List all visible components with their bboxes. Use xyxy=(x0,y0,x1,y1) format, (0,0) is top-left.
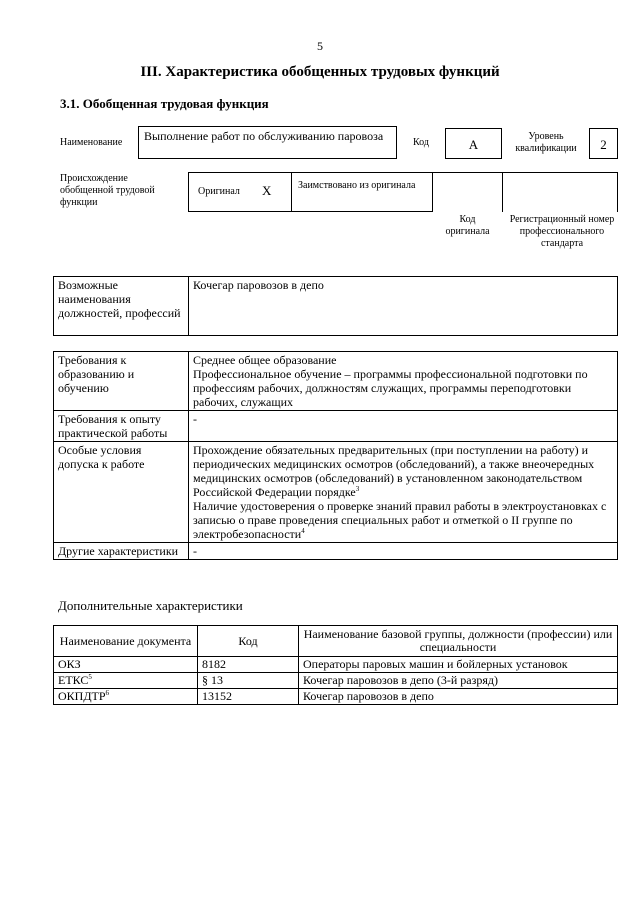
original-label: Оригинал xyxy=(198,186,240,197)
registration-number-caption: Регистрационный номер профессионального стандарта xyxy=(509,214,615,249)
requirement-line: Среднее общее образование xyxy=(193,353,337,367)
code-cell: § 13 xyxy=(198,673,299,689)
requirement-value: - xyxy=(189,543,618,560)
requirements-table xyxy=(53,351,618,560)
additional-header-row xyxy=(54,626,618,657)
origin-label: Происхождение обобщенной трудовой функции xyxy=(60,173,155,208)
header-doc: Наименование документа xyxy=(54,626,198,657)
level-label: Уровень квалификации xyxy=(515,131,577,154)
footnote-mark: 4 xyxy=(301,527,305,535)
requirement-value xyxy=(189,442,618,543)
origin-bottom-line xyxy=(188,211,433,212)
doc-cell: ОКЗ xyxy=(54,657,198,673)
borrowed-label: Заимствовано из оригинала xyxy=(298,180,416,191)
section-title: III. Характеристика обобщенных трудовых функций xyxy=(140,64,500,80)
origin-divider-1 xyxy=(291,172,292,212)
original-mark: X xyxy=(262,183,272,198)
name-label: Наименование xyxy=(60,137,123,148)
additional-title: Дополнительные характеристики xyxy=(58,598,243,613)
requirement-row-special-conditions xyxy=(54,442,618,543)
doc-cell: ЕТКС$^5$ xyxy=(54,673,198,689)
code-value-box xyxy=(445,128,502,159)
positions-row xyxy=(54,277,618,336)
additional-table xyxy=(53,625,618,705)
doc-cell: ОКПДТР$^6$ xyxy=(54,689,198,705)
original-code-caption: Код оригинала xyxy=(445,214,490,237)
table-row xyxy=(54,657,618,673)
footnote-mark: 6 xyxy=(105,689,110,697)
requirement-label: Особые условия допуска к работе xyxy=(54,442,189,543)
name-cell: Кочегар паровозов в депо (3-й разряд) xyxy=(299,673,618,689)
function-name-box xyxy=(138,126,397,159)
level-value-box xyxy=(589,128,618,159)
requirement-label: Требования к образованию и обучению xyxy=(54,352,189,411)
code-label: Код xyxy=(413,137,429,148)
name-cell: Кочегар паровозов в депо xyxy=(299,689,618,705)
subsection-title: 3.1. Обобщенная трудовая функция xyxy=(60,96,269,111)
table-row xyxy=(54,689,618,705)
level-value: 2 xyxy=(600,137,607,152)
requirement-label: Другие характеристики xyxy=(54,543,189,560)
header-name: Наименование базовой группы, должности (профессии) или специальности xyxy=(299,626,618,657)
origin-table xyxy=(188,172,618,212)
requirement-row-other xyxy=(54,543,618,560)
requirement-line: Профессиональное обучение – программы профессиональной подготовки по профессиям рабочих, должностям служащих, программы переподготовки рабочих, служащих xyxy=(193,367,588,409)
code-cell: 8182 xyxy=(198,657,299,673)
requirement-row-education xyxy=(54,352,618,411)
name-cell: Операторы паровых машин и бойлерных установок xyxy=(299,657,618,673)
table-row xyxy=(54,673,618,689)
requirement-label: Требования к опыту практической работы xyxy=(54,411,189,442)
footnote-mark: 5 xyxy=(88,673,92,681)
header-code: Код xyxy=(198,626,299,657)
requirement-value xyxy=(189,352,618,411)
function-name-value: Выполнение работ по обслуживанию паровоза xyxy=(144,129,384,143)
positions-label: Возможные наименования должностей, профессий xyxy=(54,277,189,336)
positions-value: Кочегар паровозов в депо xyxy=(189,277,618,336)
origin-divider-2 xyxy=(432,172,433,212)
requirement-line: Наличие удостоверения о проверке знаний правил работы в электроустановках с записью о праве проведения специальных работ и отметкой о II группе по электробезопасности$^4$ xyxy=(193,499,607,541)
page-number: 5 xyxy=(317,39,323,53)
origin-divider-3 xyxy=(502,172,503,212)
requirement-row-experience xyxy=(54,411,618,442)
code-value: А xyxy=(468,137,479,152)
footnote-mark: 3 xyxy=(355,485,360,493)
requirement-line: Прохождение обязательных предварительных (при поступлении на работу) и периодических медицинских осмотров (обследований), а также внеочередных медицинских осмотров (обследований) в установленном законодательством Российской Федерации порядке$^3$ xyxy=(193,443,595,499)
code-cell: 13152 xyxy=(198,689,299,705)
positions-table xyxy=(53,276,618,336)
requirement-value: - xyxy=(189,411,618,442)
